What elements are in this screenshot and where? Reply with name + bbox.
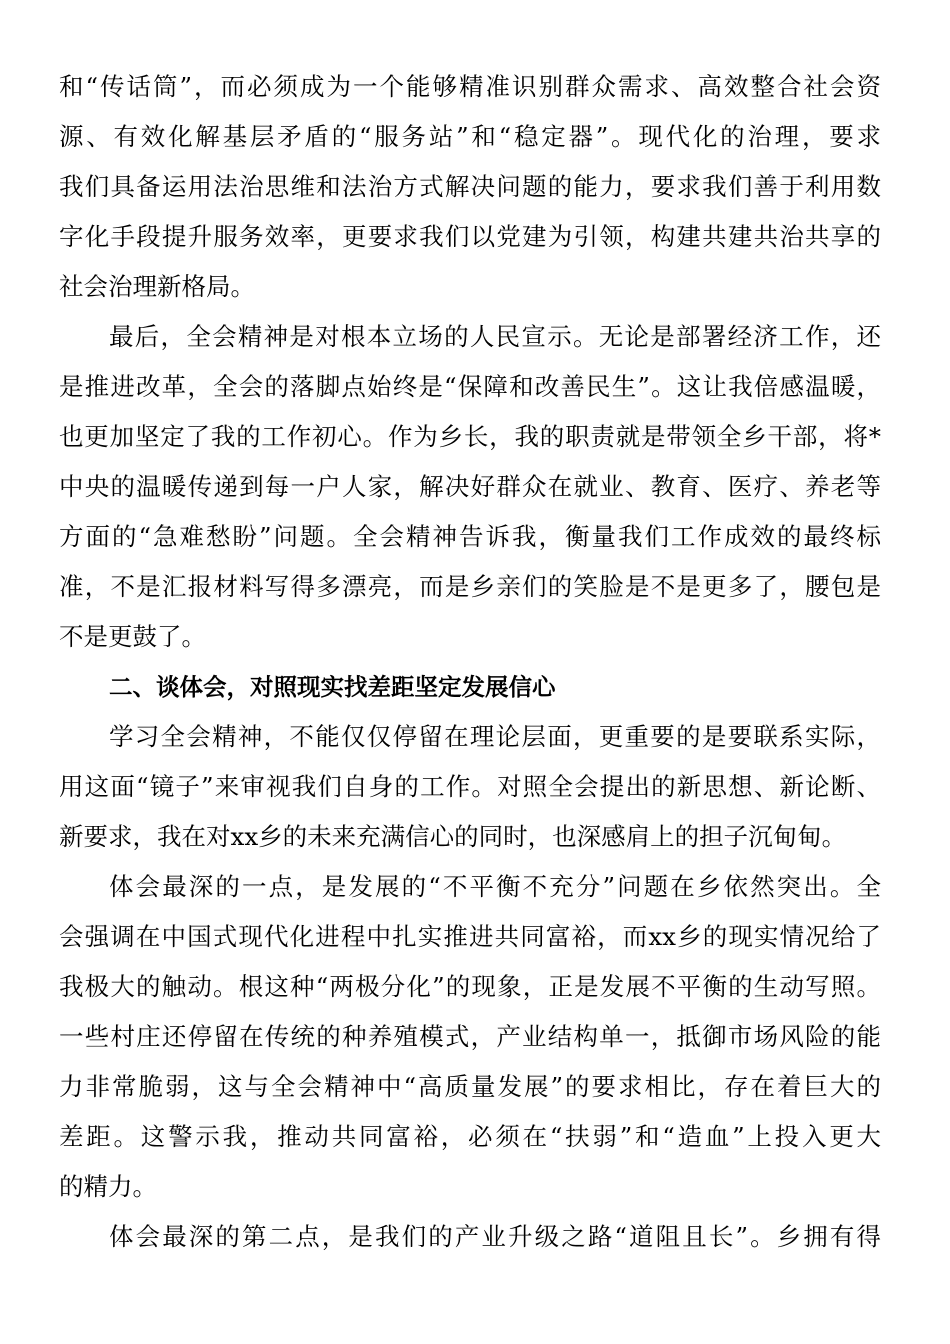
paragraph-first-line: 最后，全会精神是对根本立场的人民宣示。无论是部署经济工作，还 <box>109 322 881 351</box>
text-line: 社会治理新格局。 <box>59 272 255 301</box>
paragraph-first-line: 学习全会精神，不能仅仅停留在理论层面，更重要的是要联系实际， <box>109 722 881 751</box>
paragraph-first-line: 体会最深的一点，是发展的“不平衡不充分”问题在乡依然突出。全 <box>109 872 881 901</box>
section-heading: 二、谈体会，对照现实找差距坚定发展信心 <box>109 673 556 701</box>
text-line: 用这面“镜子”来审视我们自身的工作。对照全会提出的新思想、新论断、 <box>59 772 881 801</box>
text-line: 我极大的触动。根这种“两极分化”的现象，正是发展不平衡的生动写照。 <box>59 972 881 1001</box>
text-line: 新要求，我在对xx乡的未来充满信心的同时，也深感肩上的担子沉甸甸。 <box>59 822 847 851</box>
text-line: 一些村庄还停留在传统的种养殖模式，产业结构单一，抵御市场风险的能 <box>59 1022 881 1051</box>
text-line: 不是更鼓了。 <box>59 622 206 651</box>
text-line: 我们具备运用法治思维和法治方式解决问题的能力，要求我们善于利用数 <box>59 172 881 201</box>
text-line: 力非常脆弱，这与全会精神中“高质量发展”的要求相比，存在着巨大的 <box>59 1072 881 1101</box>
paragraph-first-line: 体会最深的第二点，是我们的产业升级之路“道阻且长”。乡拥有得 <box>109 1222 881 1251</box>
text-line: 会强调在中国式现代化进程中扎实推进共同富裕，而xx乡的现实情况给了 <box>59 922 881 951</box>
text-line: 是推进改革，全会的落脚点始终是“保障和改善民生”。这让我倍感温暖， <box>59 372 881 401</box>
text-line: 字化手段提升服务效率，更要求我们以党建为引领，构建共建共治共享的 <box>59 222 881 251</box>
text-line: 和“传话筒”，而必须成为一个能够精准识别群众需求、高效整合社会资 <box>59 72 881 101</box>
text-line: 差距。这警示我，推动共同富裕，必须在“扶弱”和“造血”上投入更大 <box>59 1122 881 1151</box>
text-line: 也更加坚定了我的工作初心。作为乡长，我的职责就是带领全乡干部，将* <box>59 422 881 451</box>
text-line: 准，不是汇报材料写得多漂亮，而是乡亲们的笑脸是不是更多了，腰包是 <box>59 572 881 601</box>
text-line: 源、有效化解基层矛盾的“服务站”和“稳定器”。现代化的治理，要求 <box>59 122 881 151</box>
text-line: 方面的“急难愁盼”问题。全会精神告诉我，衡量我们工作成效的最终标 <box>59 522 881 551</box>
text-line: 的精力。 <box>59 1172 157 1201</box>
document-body <box>59 62 881 1262</box>
text-line: 中央的温暖传递到每一户人家，解决好群众在就业、教育、医疗、养老等 <box>59 472 881 501</box>
